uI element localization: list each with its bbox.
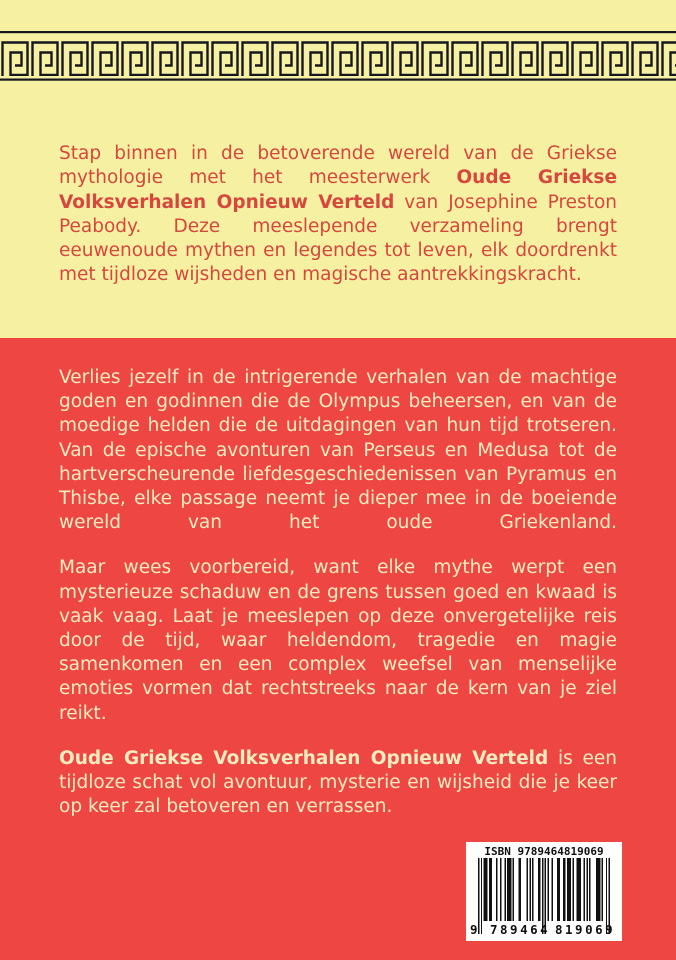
intro-text-block (59, 142, 617, 288)
barcode-digit-group-2: 789464 (490, 922, 551, 937)
band-meander-row (0, 40, 676, 76)
band-top-rule (0, 31, 676, 33)
barcode-digit-group-1: 9 (470, 922, 481, 937)
body-text-block (59, 366, 617, 819)
isbn-barcode (466, 842, 622, 941)
isbn-label: ISBN 9789464819069 (484, 845, 604, 858)
band-bottom-rule (0, 79, 676, 81)
body-paragraph-2: Maar wees voorbereid, want elke mythe werpt een mysterieuze schaduw en de grens tussen goed en kwaad is vaak vaag. Laat je meeslepen op deze onvergetelijke reis door de tijd, waar heldendom, tragedie en magie samenkomen en een complex weefsel van menselijke emoties vormen dat rechtstreeks naar de kern van je ziel reikt. (59, 557, 617, 724)
body-paragraph-1: Verlies jezelf in de intrigerende verhalen van de machtige goden en godinnen die de Olympus beheersen, en van de moedige helden die de uitdagingen van hun tijd trotseren. Van de epische avonturen van Perseus en Medusa tot de hartverscheurende liefdesgeschiedenissen van Pyramus en Thisbe, elke passage neemt je dieper mee in de boeiende wereld van het oude Griekenland. (59, 367, 617, 534)
barcode-digits (466, 922, 622, 937)
body-paragraph-3: Oude Griekse Volksverhalen Opnieuw Verteld is een tijdloze schat vol avontuur, mysterie en wijsheid die je keer op keer zal betoveren en verrassen. (59, 747, 617, 818)
greek-key-border (0, 31, 676, 81)
barcode-digit-group-3: 819069 (555, 922, 616, 937)
intro-paragraph: Stap binnen in de betoverende wereld van de Griekse mythologie met het meesterwerk Oude Griekse Volksverhalen Opnieuw Verteld van Josephine Preston Peabody. Deze meeslepende verzameling brengt eeuwenoude mythen en legendes tot leven, elk doordrenkt met tijdloze wijsheden en magische aantrekkingskracht. (59, 143, 617, 286)
